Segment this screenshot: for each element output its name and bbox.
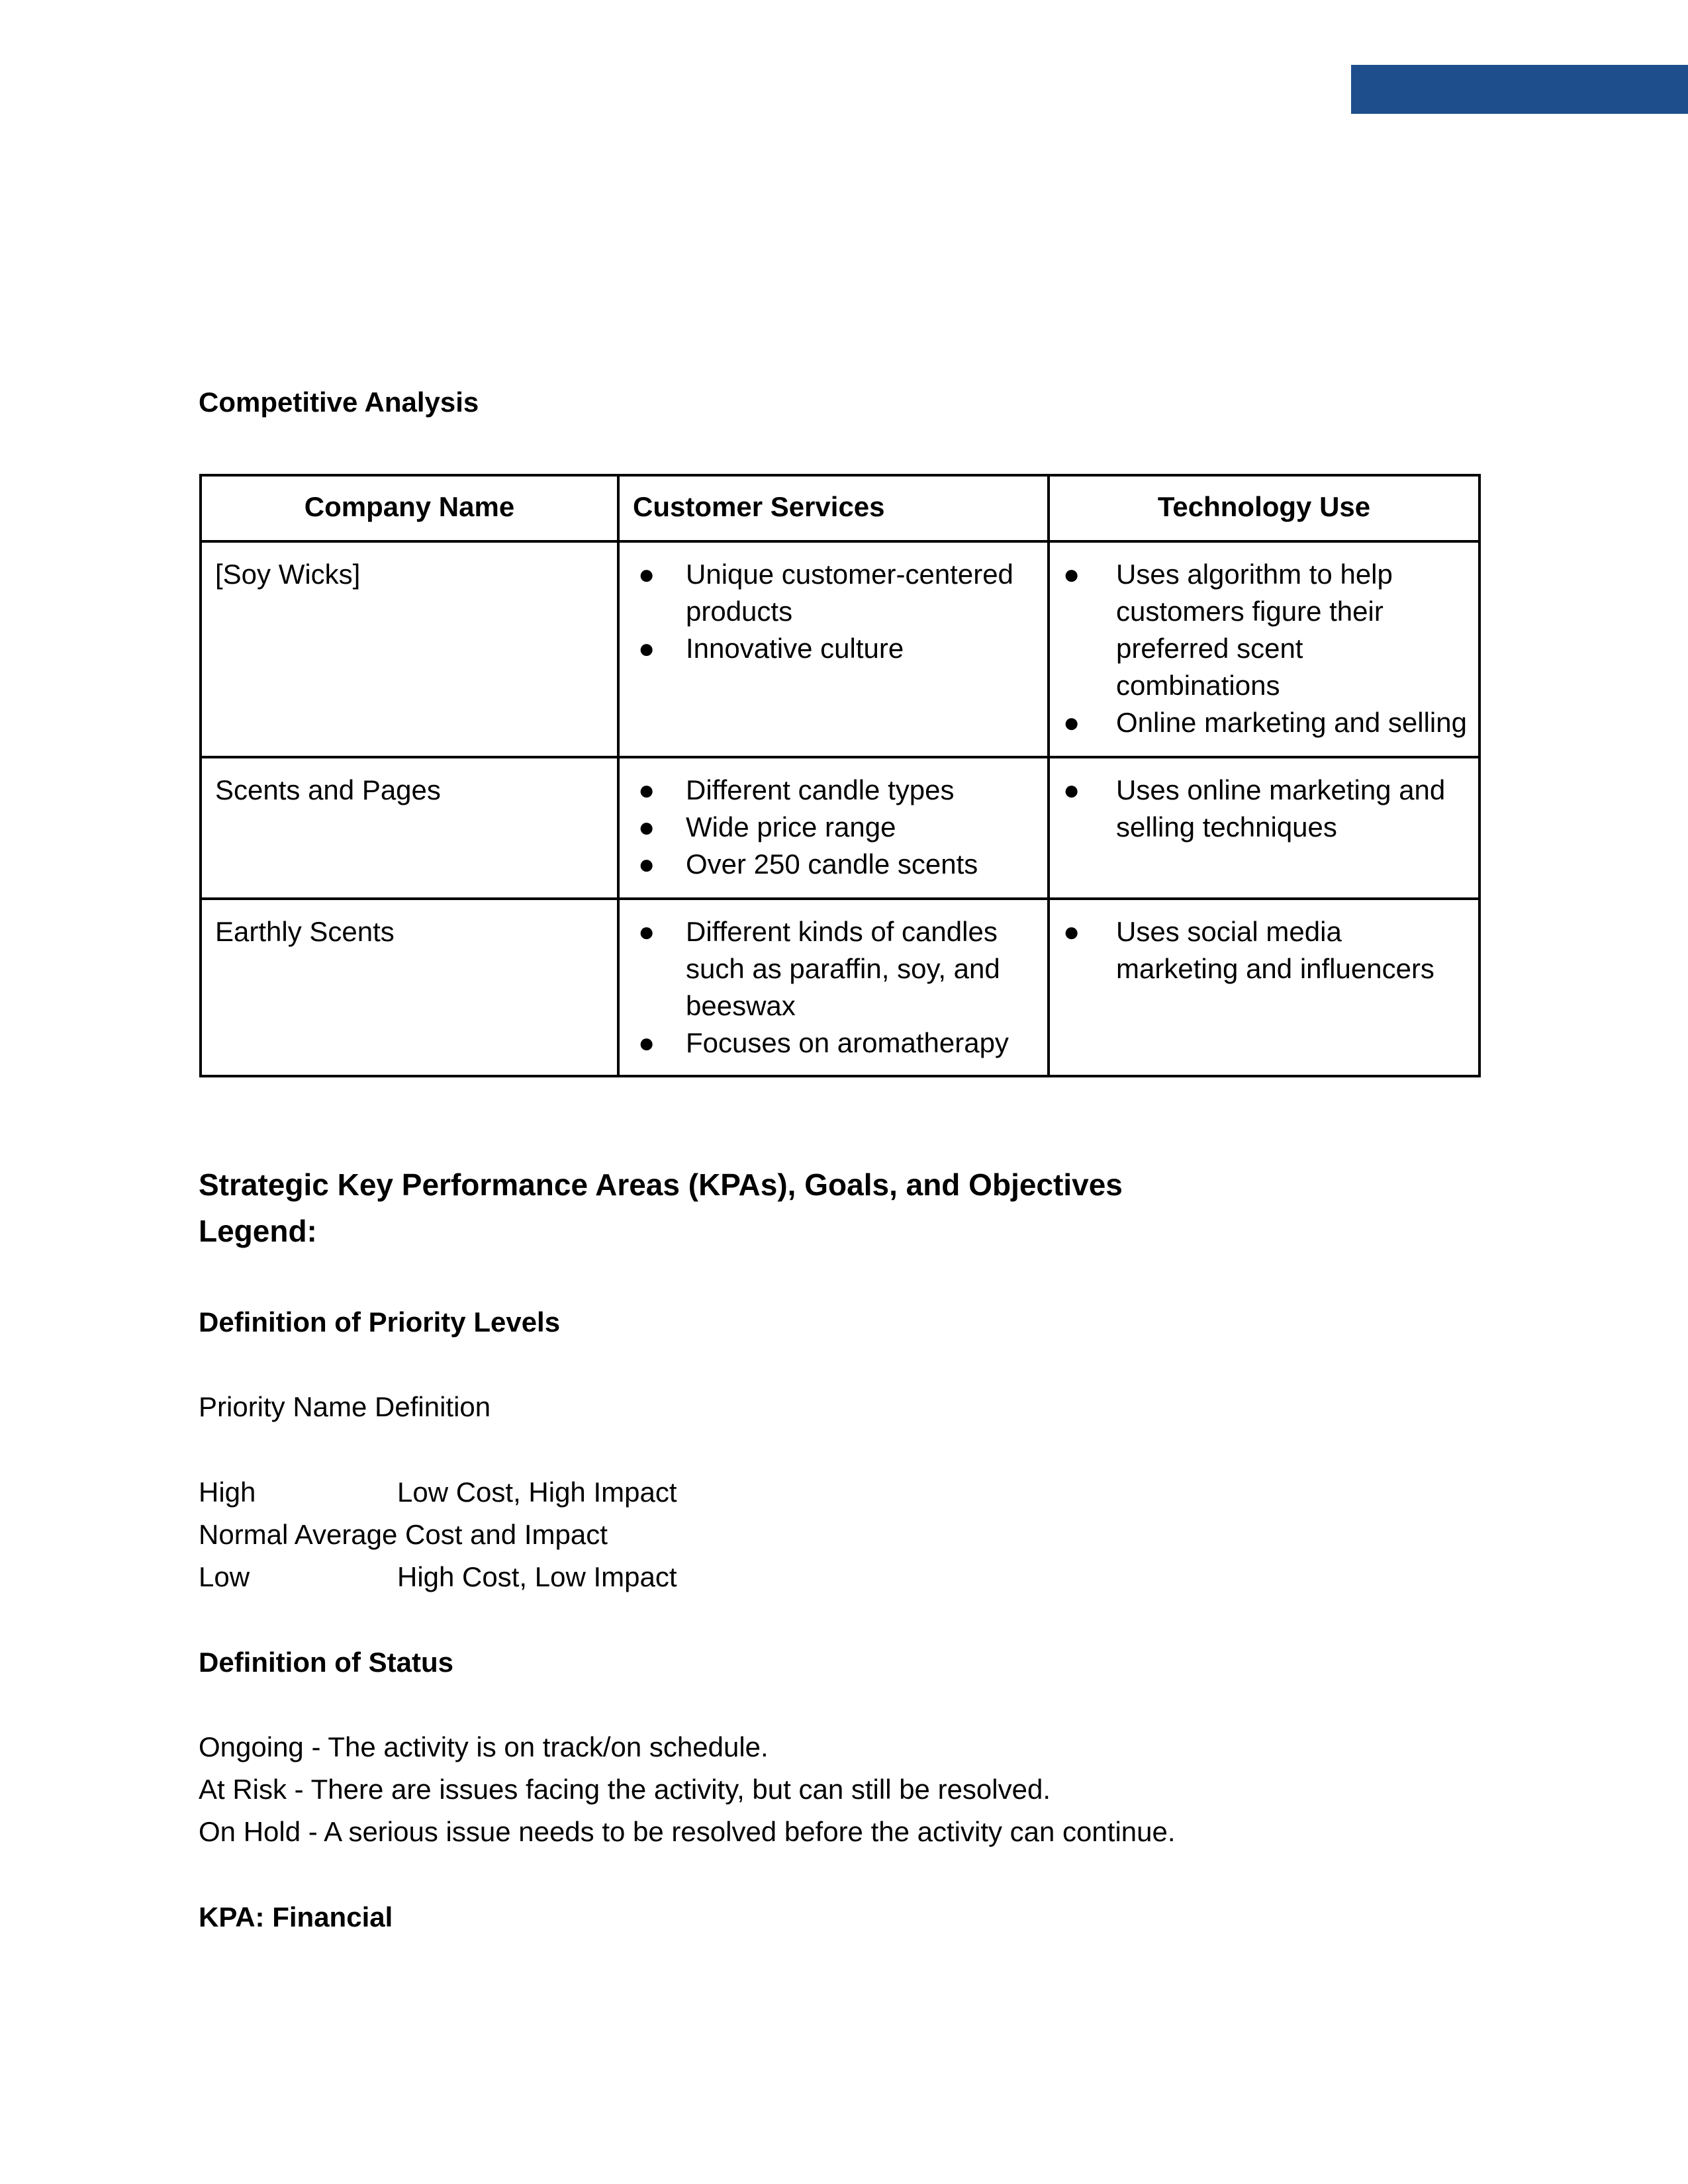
list-item: ● Uses algorithm to help customers figure their preferred scent combinations [1063, 556, 1465, 704]
services-cell [618, 757, 1049, 899]
list-item: ● Uses social media marketing and influencers [1063, 913, 1465, 987]
bullet-icon: ● [1063, 707, 1080, 738]
status-on-hold: On Hold - A serious issue needs to be resolved before the activity can continue. [199, 1816, 1176, 1847]
column-header-technology: Technology Use [1049, 475, 1479, 541]
list-item: ● Uses online marketing and selling techniques [1063, 772, 1465, 846]
priority-columns-label: Priority Name Definition [199, 1391, 491, 1422]
list-item: ● Focuses on aromatherapy [633, 1024, 1034, 1062]
bullet-icon: ● [638, 916, 655, 947]
competitive-analysis-table [199, 474, 1481, 1077]
status-at-risk: At Risk - There are issues facing the activity, but can still be resolved. [199, 1774, 1051, 1805]
list-item: ● Online marketing and selling [1063, 704, 1465, 741]
column-header-services: Customer Services [618, 475, 1049, 541]
priority-row-high: High Low Cost, High Impact [199, 1477, 677, 1508]
competitive-analysis-heading: Competitive Analysis [199, 387, 479, 418]
technology-cell [1049, 541, 1479, 757]
bullet-icon: ● [638, 1027, 655, 1058]
table-row [201, 899, 1479, 1076]
technology-cell [1049, 899, 1479, 1076]
list-item: ● Different candle types [633, 772, 1034, 809]
technology-cell [1049, 757, 1479, 899]
priority-levels-heading: Definition of Priority Levels [199, 1306, 561, 1338]
bullet-icon: ● [638, 811, 655, 842]
list-item: ● Innovative culture [633, 630, 1034, 667]
list-item: ● Unique customer-centered products [633, 556, 1034, 630]
bullet-icon: ● [638, 633, 655, 664]
legend-heading: Legend: [199, 1214, 317, 1248]
header-accent-bar [1351, 65, 1688, 114]
priority-row-low: Low High Cost, Low Impact [199, 1561, 677, 1592]
list-item: ● Different kinds of candles such as paraffin, soy, and beeswax [633, 913, 1034, 1024]
bullet-icon: ● [638, 848, 655, 880]
kpa-title: Strategic Key Performance Areas (KPAs), Goals, and Objectives [199, 1167, 1123, 1202]
priority-row-normal: Normal Average Cost and Impact [199, 1519, 608, 1550]
services-cell [618, 541, 1049, 757]
kpa-financial-heading: KPA: Financial [199, 1901, 393, 1933]
company-cell: Earthly Scents [201, 899, 618, 1076]
bullet-icon: ● [1063, 559, 1080, 590]
status-ongoing: Ongoing - The activity is on track/on schedule. [199, 1731, 769, 1762]
bullet-icon: ● [1063, 774, 1080, 805]
status-heading: Definition of Status [199, 1647, 453, 1678]
bullet-icon: ● [1063, 916, 1080, 947]
services-cell [618, 899, 1049, 1076]
table-row [201, 541, 1479, 757]
list-item: ● Wide price range [633, 809, 1034, 846]
list-item: ● Over 250 candle scents [633, 846, 1034, 883]
table-header-row [201, 475, 1479, 541]
table-row [201, 757, 1479, 899]
company-cell: [Soy Wicks] [201, 541, 618, 757]
bullet-icon: ● [638, 559, 655, 590]
bullet-icon: ● [638, 774, 655, 805]
column-header-company: Company Name [201, 475, 618, 541]
company-cell: Scents and Pages [201, 757, 618, 899]
